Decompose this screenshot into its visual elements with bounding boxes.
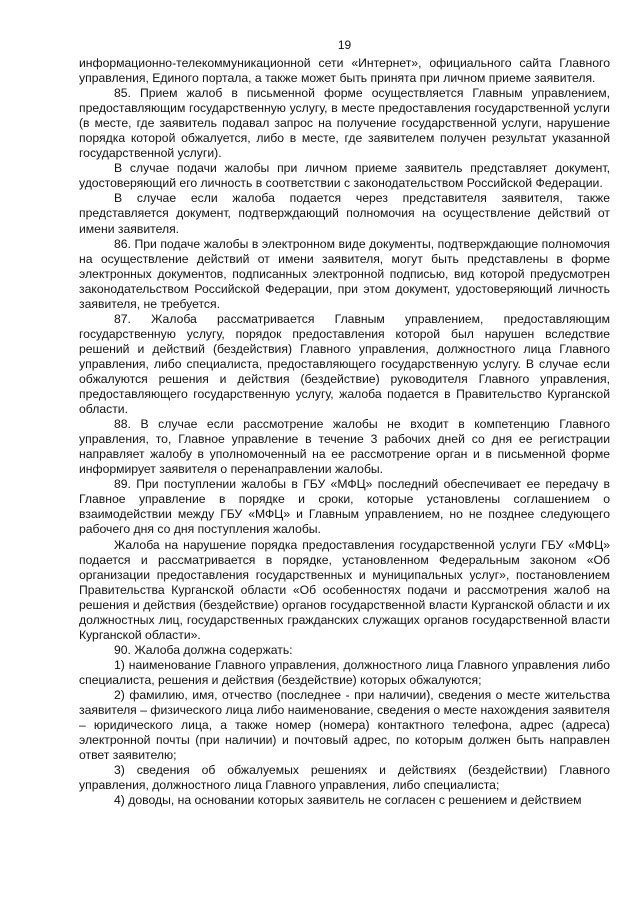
page-number: 19 [337, 38, 352, 52]
paragraph-87: 87. Жалоба рассматривается Главным управлением, предоставляющим государственную услугу, порядок предоставления которой был нарушен вследствие решений и действий (бездействия) Главного управления, должностного лица Главного управления, либо специалиста, предоставляющего государственную услугу. В случае если обжалуются решения и действия (бездействие) руководителя Главного управления, предоставляющего государственную услугу, жалоба подается в Правительство Курганской области. [79, 311, 610, 417]
paragraph-representative: В случае если жалоба подается через представителя заявителя, также представляется документ, подтверждающий полномочия на осуществление действий от имени заявителя. [79, 191, 610, 236]
list-item-4: 4) доводы, на основании которых заявитель не согласен с решением и действием [114, 793, 582, 808]
paragraph-mfc-complaint: Жалоба на нарушение порядка предоставления государственной услуги ГБУ «МФЦ» подается и рассматривается в порядке, установленном Федеральным законом «Об организации предоставления государственных и муниципальных услуг», постановлением Правительства Курганской области «Об особенностях подачи и рассмотрения жалоб на решения и действия (бездействие) органов государственной власти Курганской области и их должностных лиц, государственных гражданских служащих органов государственной власти Курганской области». [79, 537, 610, 642]
list-item-2: 2) фамилию, имя, отчество (последнее - при наличии), сведения о месте жительства заявителя – физического лица либо наименование, сведения о месте нахождения заявителя – юридического лица, а также номер (номера) контактного телефона, адрес (адреса) электронной почты (при наличии) и почтовый адрес, по которым должен быть направлен ответ заявителю; [79, 687, 610, 763]
paragraph-90: 90. Жалоба должна содержать: [114, 642, 293, 657]
document-body [79, 56, 610, 808]
paragraph-continuation: информационно-телекоммуникационной сети «Интернет», официального сайта Главного управления, Единого портала, а также может быть принята при личном приеме заявителя. [79, 56, 610, 86]
list-item-3: 3) сведения об обжалуемых решениях и действиях (бездействии) Главного управления, должностного лица Главного управления, либо специалиста; [79, 763, 610, 793]
paragraph-89: 89. При поступлении жалобы в ГБУ «МФЦ» последний обеспечивает ее передачу в Главное управление в порядке и сроки, которые установлены соглашением о взаимодействии между ГБУ «МФЦ» и Главным управлением, но не позднее следующего рабочего дня со дня поступления жалобы. [79, 477, 610, 537]
document-page [79, 38, 610, 808]
paragraph-personal-reception: В случае подачи жалобы при личном приеме заявитель представляет документ, удостоверяющий его личность в соответствии с законодательством Российской Федерации. [79, 161, 610, 191]
paragraph-86: 86. При подаче жалобы в электронном виде документы, подтверждающие полномочия на осуществление действий от имени заявителя, могут быть представлены в форме электронных документов, подписанных электронной подписью, вид которой предусмотрен законодательством Российской Федерации, при этом документ, удостоверяющий личность заявителя, не требуется. [79, 236, 610, 311]
paragraph-88: 88. В случае если рассмотрение жалобы не входит в компетенцию Главного управления, то, Главное управление в течение 3 рабочих дней со дня ее регистрации направляет жалобу в уполномоченный на ее рассмотрение орган и в письменной форме информирует заявителя о перенаправлении жалобы. [79, 417, 610, 477]
paragraph-85: 85. Прием жалоб в письменной форме осуществляется Главным управлением, предоставляющим государственную услугу, в месте предоставления государственной услуги (в месте, где заявитель подавал запрос на получение государственной услуги, нарушение порядка которой обжалуется, либо в месте, где заявителем получен результат указанной государственной услуги). [79, 86, 610, 161]
list-item-1: 1) наименование Главного управления, должностного лица Главного управления либо специалиста, решения и действия (бездействие) которых обжалуются; [79, 657, 610, 687]
